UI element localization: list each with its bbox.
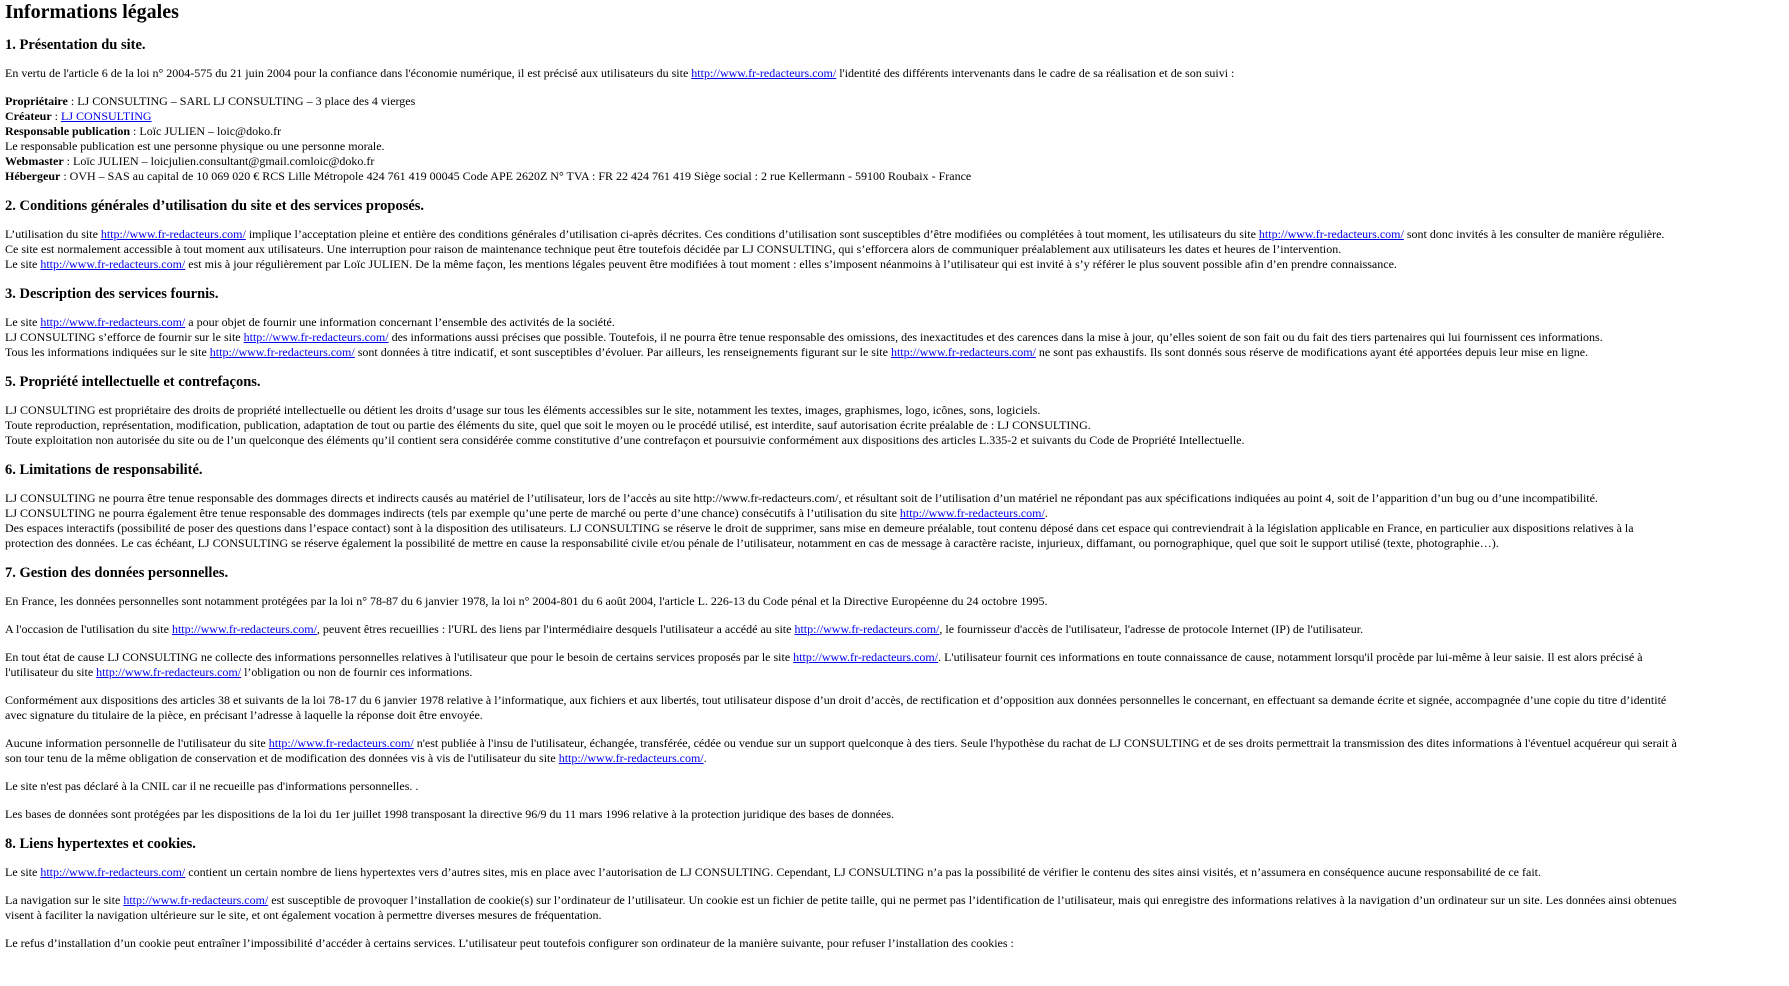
section-heading-personal-data: 7. Gestion des données personnelles. [5,565,229,581]
liability-line-3b: protection des données. Le cas échéant, LJ CONSULTING se réserve également la possibilité de mettre en cause la responsabilité civile et/ou pénale de l’utilisateur, notamment en cas de message à caractère raciste, injurieux, diffamant, ou pornographique, quel que soit le support utilisé (texte, photographie…). [5,536,1499,550]
text: sont donc invités à les consulter de manière régulière. [1403,227,1665,241]
section-heading-presentation: 1. Présentation du site. [5,37,146,53]
presentation-intro [5,66,1779,81]
data-paragraph-6: Le site n'est pas déclaré à la CNIL car il ne recueille pas d'informations personnelles. . [5,779,419,793]
text: son tour tenu de la même obligation de conservation et de modification des données vis à vis de l'utilisateur du site [5,751,559,765]
text: est susceptible de provoquer l’installation de cookie(s) sur l’ordinateur de l’utilisateur. Un cookie est un fichier de petite taille, qui ne permet pas l’identification de l’utilisateur, mais qui enregistre des informations relatives à la navigation d’un ordinateur sur un site. Les données ainsi obtenues [268,893,1677,907]
text: l’obligation ou non de fournir ces informations. [241,665,473,679]
text: contient un certain nombre de liens hypertextes vers d’autres sites, mis en place avec l’autorisation de LJ CONSULTING. Cependant, LJ CONSULTING n’a pas la possibilité de vérifier le contenu des sites ainsi visités, et n’assumera en conséquence aucune responsabilité de ce fait. [185,865,1541,879]
section-heading-conditions: 2. Conditions générales d’utilisation du site et des services proposés. [5,198,425,214]
data-paragraph-7: Les bases de données sont protégées par les dispositions de la loi du 1er juillet 1998 transposant la directive 96/9 du 11 mars 1996 relative à la protection juridique des bases de données. [5,807,895,821]
liability-line-3a: Des espaces interactifs (possibilité de poser des questions dans l’espace contact) sont à la disposition des utilisateurs. LJ CONSULTING se réserve le droit de supprimer, sans mise en demeure préalable, tout contenu déposé dans cet espace qui contreviendrait à la législation applicable en France, en particulier aux dispositions relatives à la [5,521,1634,535]
site-link[interactable]: http://www.fr-redacteurs.com/ [899,506,1045,520]
site-link[interactable]: http://www.fr-redacteurs.com/ [794,622,940,636]
text: LJ CONSULTING ne pourra également être tenue responsable des dommages indirects (tels par exemple qu’une perte de marché ou perte d’une chance) consécutifs à l’utilisation du site [5,506,900,520]
site-link[interactable]: http://www.fr-redacteurs.com/ [40,865,186,879]
text: Aucune information personnelle de l'utilisateur du site [5,736,269,750]
webmaster-line [5,154,1779,169]
publisher-line [5,124,1779,139]
text: Le site [5,257,41,271]
conditions-line-2: Ce site est normalement accessible à tout moment aux utilisateurs. Une interruption pour raison de maintenance technique peut être toutefois décidée par LJ CONSULTING, qui s’efforcera alors de communiquer préalablement aux utilisateurs les dates et heures de l’intervention. [5,242,1342,256]
text: , peuvent êtres recueillies : l'URL des liens par l'intermédiaire desquels l'utilisateur a accédé au site [316,622,795,636]
site-link[interactable]: http://www.fr-redacteurs.com/ [123,893,269,907]
text: L’utilisation du site [5,227,101,241]
services-line-3 [5,345,1779,360]
text: LJ CONSULTING s’efforce de fournir sur le site [5,330,244,344]
data-paragraph-4b: avec signature du titulaire de la pièce, en précisant l’adresse à laquelle la réponse doit être envoyée. [5,708,483,722]
text: ne sont pas exhaustifs. Ils sont donnés sous réserve de modifications ayant été apportées depuis leur mise en ligne. [1035,345,1589,359]
data-paragraph-3b [5,665,1779,680]
text: des informations aussi précises que possible. Toutefois, il ne pourra être tenue responsable des omissions, des inexactitudes et des carences dans la mise à jour, qu’elles soient de son fait ou du fait des tiers partenaires qui lui fournissent ces informations. [388,330,1603,344]
liability-line-1: LJ CONSULTING ne pourra être tenue responsable des dommages directs et indirects causés au matériel de l’utilisateur, lors de l’accès au site http://www.fr-redacteurs.com/, et résultant soit de l’utilisation d’un matériel ne répondant pas aux spécifications indiquées au point 4, soit de l’apparition d’un bug ou d’une incompatibilité. [5,491,1598,505]
ip-line-3: Toute exploitation non autorisée du site ou de l’un quelconque des éléments qu’il contient sera considérée comme constitutive d’une contrefaçon et poursuivie conformément aux dispositions des articles L.335-2 et suivants du Code de Propriété Intellectuelle. [5,433,1245,447]
text: Le site [5,865,41,879]
site-link[interactable]: http://www.fr-redacteurs.com/ [558,751,704,765]
creator-line [5,109,1779,124]
host-label: Hébergeur [5,169,61,183]
section-heading-services: 3. Description des services fournis. [5,286,219,302]
liability-line-2 [5,506,1779,521]
host-value: : OVH – SAS au capital de 10 069 020 € RCS Lille Métropole 424 761 419 00045 Code APE 2620Z N° TVA : FR 22 424 761 419 Siège social : 2 rue Kellermann - 59100 Roubaix - France [60,169,972,183]
text: a pour objet de fournir une information concernant l’ensemble des activités de la société. [185,315,615,329]
data-paragraph-1: En France, les données personnelles sont notamment protégées par la loi n° 78-87 du 6 janvier 1978, la loi n° 2004-801 du 6 août 2004, l'article L. 226-13 du Code pénal et la Directive Européenne du 24 octobre 1995. [5,594,1048,608]
text: . [703,751,707,765]
text: Tous les informations indiquées sur le site [5,345,210,359]
owner-value: : LJ CONSULTING – SARL LJ CONSULTING – 3 place des 4 vierges [67,94,416,108]
section-heading-links-cookies: 8. Liens hypertextes et cookies. [5,836,196,852]
text: A l'occasion de l'utilisation du site [5,622,172,636]
creator-link[interactable]: LJ CONSULTING [60,109,152,123]
text: l'utilisateur du site [5,665,97,679]
creator-label: Créateur [5,109,52,123]
data-paragraph-3a [5,650,1779,665]
site-link[interactable]: http://www.fr-redacteurs.com/ [793,650,939,664]
text: , le fournisseur d'accès de l'utilisateur, l'adresse de protocole Internet (IP) de l'utilisateur. [939,622,1364,636]
site-link[interactable]: http://www.fr-redacteurs.com/ [691,66,837,80]
webmaster-label: Webmaster [5,154,64,168]
text: Le site [5,315,41,329]
text: En tout état de cause LJ CONSULTING ne collecte des informations personnelles relatives à l'utilisateur que pour le besoin de certains services proposés par le site [5,650,794,664]
text: . [1044,506,1048,520]
site-link[interactable]: http://www.fr-redacteurs.com/ [100,227,246,241]
text: implique l’acceptation pleine et entière des conditions générales d’utilisation ci-après décrites. Ces conditions d’utilisation sont susceptibles d’être modifiées ou complétées à tout moment, les utilisateurs du site [245,227,1259,241]
services-line-2 [5,330,1779,345]
site-link[interactable]: http://www.fr-redacteurs.com/ [268,736,414,750]
site-link[interactable]: http://www.fr-redacteurs.com/ [40,315,186,329]
owner-label: Propriétaire [5,94,68,108]
section-heading-liability: 6. Limitations de responsabilité. [5,462,203,478]
webmaster-value: : Loïc JULIEN – loicjulien.consultant@gmail.comloic@doko.fr [63,154,375,168]
site-link[interactable]: http://www.fr-redacteurs.com/ [171,622,317,636]
site-link[interactable]: http://www.fr-redacteurs.com/ [243,330,389,344]
conditions-line-3 [5,257,1779,272]
ip-line-2: Toute reproduction, représentation, modification, publication, adaptation de tout ou partie des éléments du site, quel que soit le moyen ou le procédé utilisé, est interdite, sauf autorisation écrite préalable de : LJ CONSULTING. [5,418,1091,432]
data-paragraph-2 [5,622,1779,637]
host-line [5,169,1779,184]
cookies-paragraph-1 [5,865,1779,880]
text: . L'utilisateur fournit ces informations en toute connaissance de cause, notamment lorsqu'il procède par lui-même à leur saisie. Il est alors précisé à [938,650,1643,664]
cookies-paragraph-2b: visent à faciliter la navigation ultérieure sur le site, et ont également vocation à permettre diverses mesures de fréquentation. [5,908,602,922]
services-line-1 [5,315,1779,330]
text: : [51,109,61,123]
text: La navigation sur le site [5,893,124,907]
text: sont données à titre indicatif, et sont susceptibles d’évoluer. Par ailleurs, les renseignements figurant sur le site [354,345,891,359]
page-title: Informations légales [5,1,179,23]
site-link[interactable]: http://www.fr-redacteurs.com/ [1258,227,1404,241]
cookies-paragraph-2a [5,893,1779,908]
text: est mis à jour régulièrement par Loïc JULIEN. De la même façon, les mentions légales peuvent être modifiées à tout moment : elles s’imposent néanmoins à l’utilisateur qui est invité à s’y référer le plus souvent possible afin d’en prendre connaissance. [185,257,1397,271]
conditions-line-1 [5,227,1779,242]
site-link[interactable]: http://www.fr-redacteurs.com/ [96,665,242,679]
site-link[interactable]: http://www.fr-redacteurs.com/ [40,257,186,271]
site-link[interactable]: http://www.fr-redacteurs.com/ [890,345,1036,359]
publisher-note: Le responsable publication est une personne physique ou une personne morale. [5,139,385,153]
section-heading-ip: 5. Propriété intellectuelle et contrefaçons. [5,374,261,390]
data-paragraph-5a [5,736,1779,751]
ip-line-1: LJ CONSULTING est propriétaire des droits de propriété intellectuelle ou détient les droits d’usage sur tous les éléments accessibles sur le site, notamment les textes, images, graphismes, logo, icônes, sons, logiciels. [5,403,1041,417]
data-paragraph-4a: Conformément aux dispositions des articles 38 et suivants de la loi 78-17 du 6 janvier 1978 relative à l’informatique, aux fichiers et aux libertés, tout utilisateur dispose d’un droit d’accès, de rectification et d’opposition aux données personnelles le concernant, en effectuant sa demande écrite et signée, accompagnée d’une copie du titre d’identité [5,693,1667,707]
owner-line [5,94,1779,109]
text: En vertu de l'article 6 de la loi n° 2004-575 du 21 juin 2004 pour la confiance dans l'économie numérique, il est précisé aux utilisateurs du site [5,66,692,80]
data-paragraph-5b [5,751,1779,766]
publisher-value: : Loïc JULIEN – loic@doko.fr [130,124,282,138]
text: l'identité des différents intervenants dans le cadre de sa réalisation et de son suivi : [836,66,1235,80]
cookies-paragraph-3: Le refus d’installation d’un cookie peut entraîner l’impossibilité d’accéder à certains services. L’utilisateur peut toutefois configurer son ordinateur de la manière suivante, pour refuser l’installation des cookies : [5,936,1014,950]
publisher-label: Responsable publication [5,124,131,138]
text: n'est publiée à l'insu de l'utilisateur, échangée, transférée, cédée ou vendue sur un support quelconque à des tiers. Seule l'hypothèse du rachat de LJ CONSULTING et de ses droits permettrait la transmission des dites informations à l'éventuel acquéreur qui serait à [413,736,1677,750]
site-link[interactable]: http://www.fr-redacteurs.com/ [209,345,355,359]
